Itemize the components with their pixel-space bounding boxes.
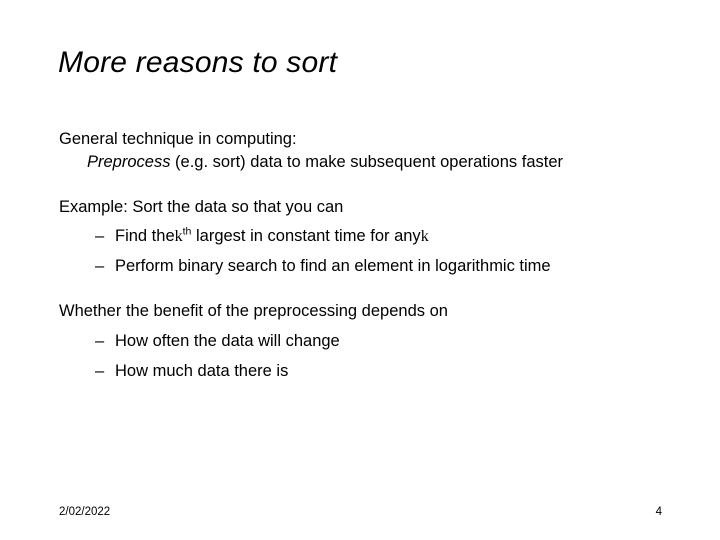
spacer-1: [59, 174, 679, 196]
bullet-binary-search-label: Perform binary search to find an element in logarithmic time: [115, 257, 551, 276]
bullet-dash-icon: –: [95, 331, 105, 350]
slide-body: [59, 128, 679, 382]
bullet-kth-mid: largest in constant time for any: [195, 227, 421, 246]
page-title: More reasons to sort: [58, 46, 338, 79]
spacer-5: [59, 323, 679, 330]
text-example: Example: Sort the data so that you can: [59, 197, 344, 216]
bullet-how-much-label: How much data there is: [115, 361, 289, 380]
text-whether-benefit: Whether the benefit of the preprocessing depends on: [59, 302, 448, 321]
bullet-dash-icon: –: [95, 361, 105, 380]
bullet-kth-sup: th: [182, 225, 192, 238]
spacer-6: [59, 353, 679, 360]
bullet-kth-pre: Find the: [115, 227, 175, 246]
spacer-2: [59, 218, 679, 225]
spacer-4: [59, 278, 679, 300]
footer-date: 2/02/2022: [59, 506, 111, 518]
footer-page-number: 4: [655, 506, 662, 518]
bullet-kth-largest: [59, 225, 679, 248]
text-preprocess-emphasis: Preprocess: [87, 152, 171, 171]
bullet-kth-var2: k: [420, 228, 429, 246]
text-general-technique: General technique in computing:: [59, 130, 297, 148]
bullet-dash-icon: –: [95, 257, 105, 276]
bullet-how-often-label: How often the data will change: [115, 331, 340, 350]
bullet-kth-var: k: [174, 228, 183, 246]
bullet-how-much: [59, 360, 679, 383]
bullet-dash-icon: –: [95, 227, 105, 246]
spacer-3: [59, 248, 679, 255]
bullet-how-often: [59, 330, 679, 353]
text-preprocess: [59, 151, 679, 174]
bullet-binary-search: [59, 255, 679, 278]
text-preprocess-rest: (e.g. sort) data to make subsequent operations faster: [175, 152, 564, 171]
